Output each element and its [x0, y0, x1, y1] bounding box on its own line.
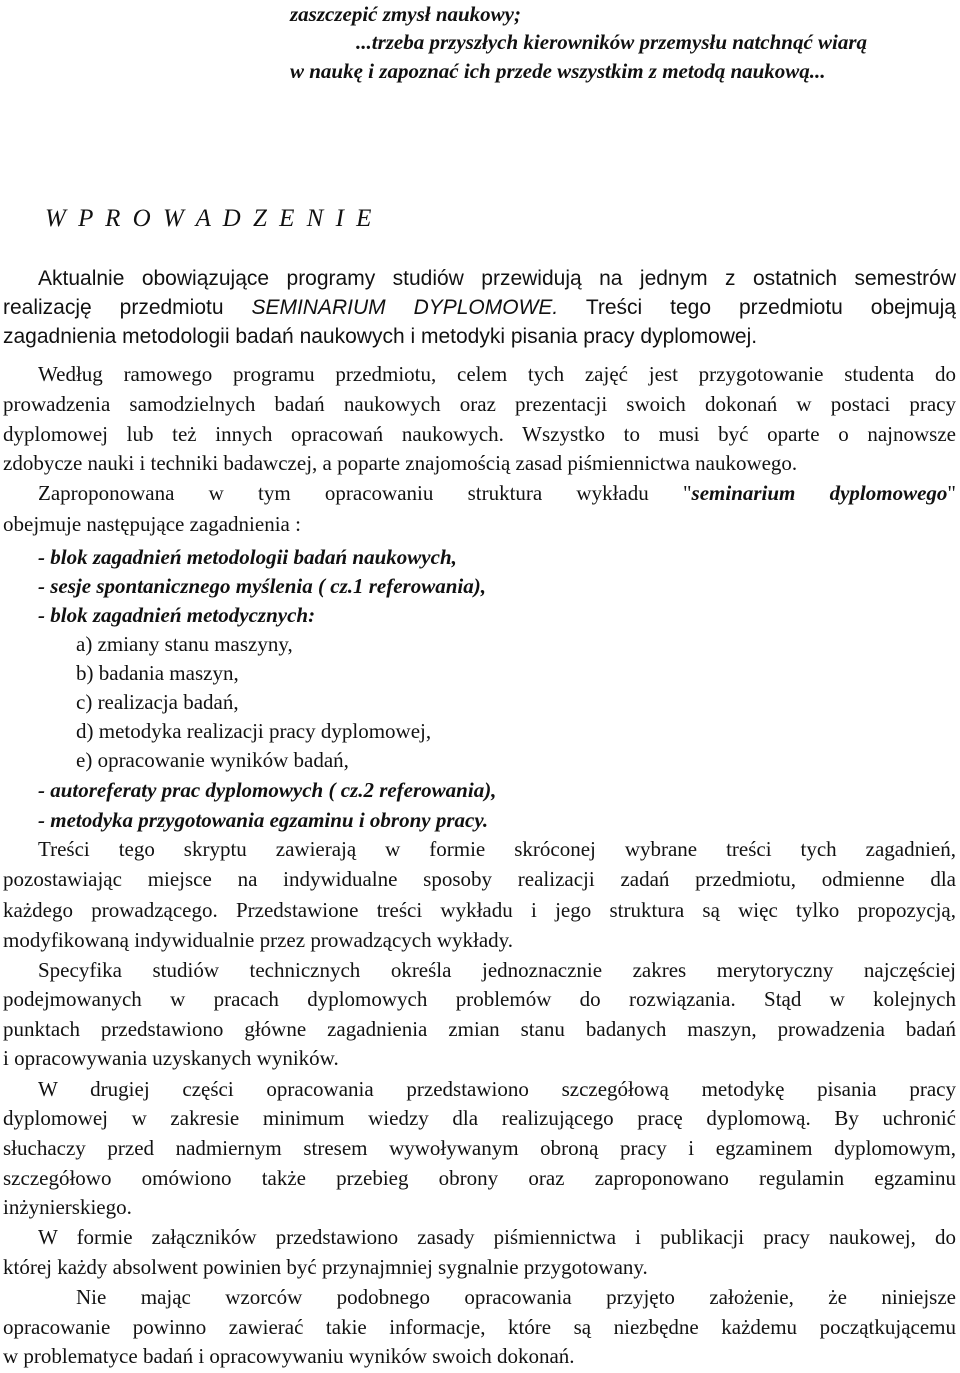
p6-line-4: szczegółowo omówiono także przebieg obrony oraz zaproponowano regulamin egzaminu [3, 1166, 956, 1190]
p4-line-3: każdego prowadzącego. Przedstawione treści wykładu i jego struktura są więc tylko propozycją, [3, 898, 956, 922]
list-item: - sesje spontanicznego myślenia ( cz.1 referowania), [38, 574, 486, 598]
p1-line-3: zagadnienia metodologii badań naukowych i metodyki pisania pracy dyplomowej. [3, 325, 758, 348]
p4-line-1: Treści tego skryptu zawierają w formie skróconej wybrane treści tych zagadnień, [38, 837, 956, 861]
p8-line-3: w problematyce badań i opracowywaniu wyników swoich dokonań. [3, 1344, 575, 1368]
sub-list-item: d) metodyka realizacji pracy dyplomowej, [76, 719, 432, 743]
p4-line-4: modyfikowaną indywidualnie przez prowadzących wykłady. [3, 928, 514, 952]
p8-line-2: opracowanie powinno zawierać takie informacje, które są niezbędne każdemu początkującemu [3, 1315, 956, 1339]
sub-list-item: a) zmiany stanu maszyny, [76, 632, 293, 656]
p5-line-2: podejmowanych w pracach dyplomowych problemów do rozwiązania. Stąd w kolejnych [3, 987, 956, 1011]
p5-line-1: Specyfika studiów technicznych określa jednoznacznie zakres merytoryczny najczęściej [38, 958, 956, 982]
p2-line-2: prowadzenia samodzielnych badań naukowych oraz prezentacji swoich dokonań w postaci pracy [3, 392, 956, 416]
quote-line-3: w naukę i zapoznać ich przede wszystkim z metodą naukową... [290, 59, 826, 83]
p7-line-1: W formie załączników przedstawiono zasady piśmiennictwa i publikacji pracy naukowej, do [38, 1225, 956, 1249]
p6-line-5: inżynierskiego. [3, 1195, 132, 1219]
p5-line-4: i opracowywania uzyskanych wyników. [3, 1046, 339, 1070]
list-item: - blok zagadnień metodologii badań naukowych, [38, 545, 457, 569]
p2-line-3: dyplomowej lub też innych opracowań naukowych. Wszystko to musi być oparte o najnowsze [3, 422, 956, 446]
sub-list-item: c) realizacja badań, [76, 690, 239, 714]
list-item: - metodyka przygotowania egzaminu i obrony pracy. [38, 808, 489, 832]
p6-line-2: dyplomowej w zakresie minimum wiedzy dla realizującego pracę dyplomową. By uchronić [3, 1106, 956, 1130]
sub-list-item: b) badania maszyn, [76, 661, 239, 685]
p2-line-1: Według ramowego programu przedmiotu, celem tych zajęć jest przygotowanie studenta do [38, 362, 956, 386]
p6-line-3: słuchaczy przed nadmiernym stresem wywoływanym obroną pracy i egzaminem dyplomowym, [3, 1136, 956, 1160]
p3-line-2: obejmuje następujące zagadnienia : [3, 512, 301, 536]
course-name: SEMINARIUM DYPLOMOWE. [251, 296, 559, 319]
seminar-title: seminarium dyplomowego [691, 481, 948, 505]
p7-line-2: której każdy absolwent powinien być przynajmniej sygnalnie przygotowany. [3, 1255, 648, 1279]
list-item: - blok zagadnień metodycznych: [38, 603, 316, 627]
quote-line-1: zaszczepić zmysł naukowy; [290, 2, 521, 26]
list-item: - autoreferaty prac dyplomowych ( cz.2 referowania), [38, 778, 497, 802]
p1-line-1: Aktualnie obowiązujące programy studiów przewidują na jednym z ostatnich semestrów [38, 267, 956, 290]
p1-line-2: realizację przedmiotu SEMINARIUM DYPLOMOWE. Treści tego przedmiotu obejmują [3, 296, 956, 319]
p5-line-3: punktach przedstawiono główne zagadnienia zmian stanu badanych maszyn, prowadzenia badań [3, 1017, 956, 1041]
p3-line-1: Zaproponowana w tym opracowaniu struktura wykładu "seminarium dyplomowego" [38, 481, 956, 505]
section-heading: W P R O W A D Z E N I E [45, 205, 375, 232]
quote-line-2: ...trzeba przyszłych kierowników przemysłu natchnąć wiarą [356, 30, 868, 54]
p8-line-1: Nie mając wzorców podobnego opracowania przyjęto założenie, że niniejsze [76, 1285, 956, 1309]
sub-list-item: e) opracowanie wyników badań, [76, 748, 349, 772]
p4-line-2: pozostawiając miejsce na indywidualne sposoby realizacji zadań przedmiotu, odmienne dla [3, 867, 956, 891]
p6-line-1: W drugiej części opracowania przedstawiono szczegółową metodykę pisania pracy [38, 1077, 956, 1101]
p2-line-4: zdobycze nauki i techniki badawczej, a poparte znajomością zasad piśmiennictwa naukowego. [3, 451, 798, 475]
